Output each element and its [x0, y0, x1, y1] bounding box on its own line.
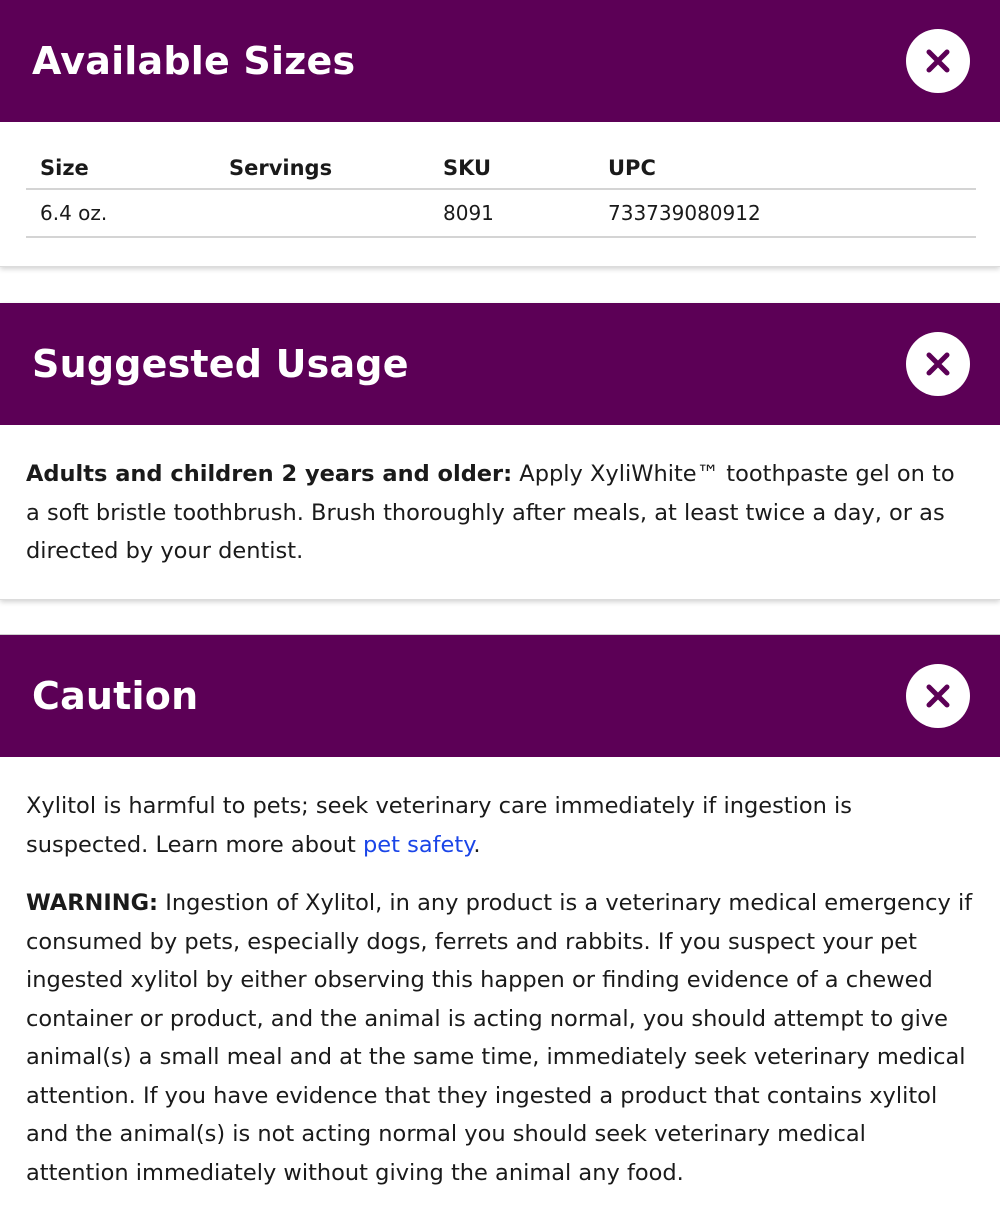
cell-size: 6.4 oz. — [26, 189, 215, 237]
close-sizes-button[interactable] — [906, 29, 970, 93]
usage-text: Apply XyliWhite™ toothpaste gel on to a soft bristle toothbrush. Brush thoroughly after meals, at least twice a day, or as directed by your dentist. — [26, 461, 955, 564]
table-row — [26, 189, 976, 237]
table-header-row — [26, 148, 976, 189]
warning-lead: WARNING: — [26, 890, 159, 916]
cell-sku: 8091 — [429, 189, 594, 237]
close-usage-button[interactable] — [906, 332, 970, 396]
column-header-servings: Servings — [215, 148, 429, 189]
suggested-usage-panel — [0, 303, 1000, 600]
warning-paragraph — [26, 884, 974, 1192]
caution-panel — [0, 634, 1000, 1217]
usage-paragraph — [26, 455, 974, 571]
close-icon — [925, 48, 951, 74]
sizes-table — [26, 148, 976, 238]
column-header-sku: SKU — [429, 148, 594, 189]
cell-upc: 733739080912 — [594, 189, 976, 237]
column-header-upc: UPC — [594, 148, 976, 189]
caution-paragraph — [26, 787, 974, 864]
suggested-usage-header[interactable] — [0, 303, 1000, 425]
close-icon — [925, 683, 951, 709]
caution-header[interactable] — [0, 635, 1000, 757]
usage-lead: Adults and children 2 years and older: — [26, 461, 513, 487]
available-sizes-panel — [0, 0, 1000, 267]
column-header-size: Size — [26, 148, 215, 189]
close-icon — [925, 351, 951, 377]
available-sizes-title: Available Sizes — [32, 39, 356, 83]
suggested-usage-title: Suggested Usage — [32, 342, 409, 386]
caution-title: Caution — [32, 674, 199, 718]
available-sizes-header[interactable] — [0, 0, 1000, 122]
cell-servings — [215, 189, 429, 237]
sizes-table-wrapper — [0, 122, 1000, 266]
warning-text: Ingestion of Xylitol, in any product is a veterinary medical emergency if consumed by pets, especially dogs, ferrets and rabbits. If you suspect your pet ingested xylitol by either observing this happen or finding evidence of a chewed container or product, and the animal is acting normal, you should attempt to give animal(s) a small meal and at the same time, immediately seek veterinary medical attention. If you have evidence that they ingested a product that contains xylitol and the animal(s) is not acting normal you should seek veterinary medical attention immediately without giving the animal any food. — [26, 890, 973, 1186]
close-caution-button[interactable] — [906, 664, 970, 728]
suggested-usage-body — [0, 425, 1000, 571]
pet-safety-link[interactable]: pet safety — [363, 831, 474, 858]
caution-text: Xylitol is harmful to pets; seek veterinary care immediately if ingestion is suspected. Learn more about — [26, 793, 853, 858]
caution-body — [0, 757, 1000, 1192]
caution-text-end: . — [473, 831, 481, 858]
